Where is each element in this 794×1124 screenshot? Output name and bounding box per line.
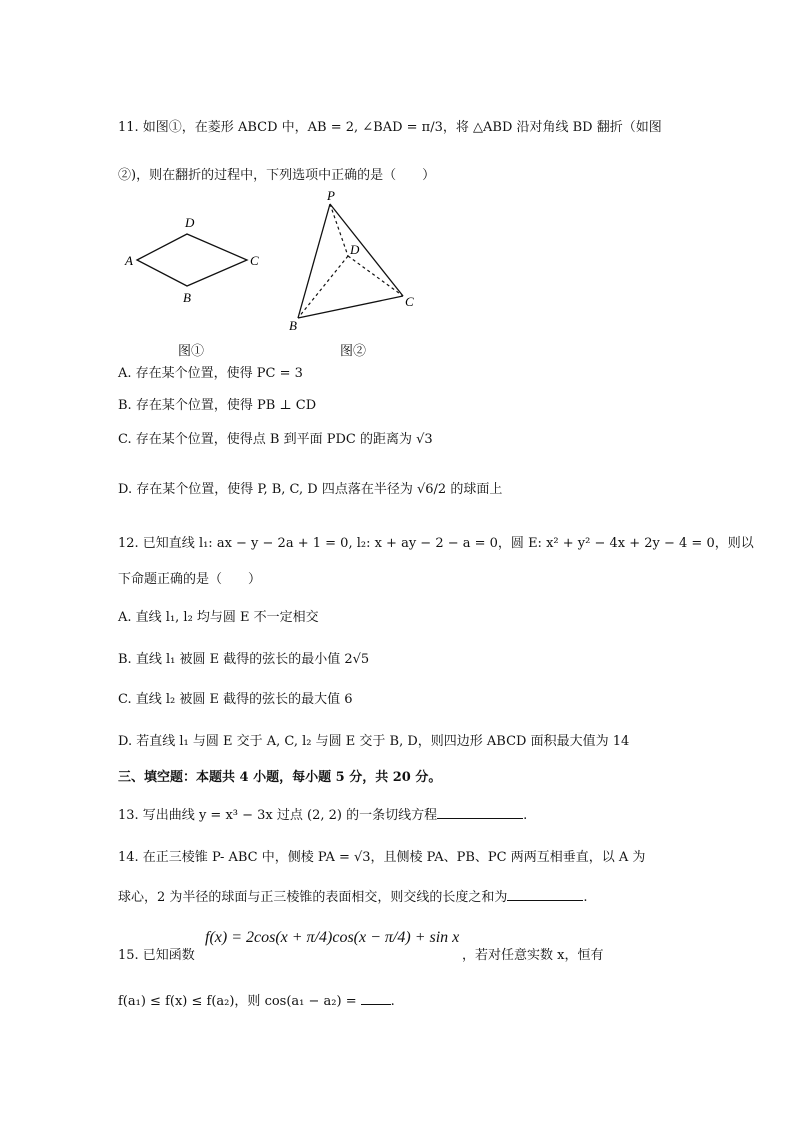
q12-option-a: A. 直线 l₁, l₂ 均与圆 E 不一定相交 (118, 610, 319, 625)
figure-1-rhombus (115, 210, 275, 310)
fig1-label-A: A (125, 253, 133, 268)
q12-stem-line1: 12. 已知直线 l₁: ax − y − 2a + 1 = 0, l₂: x + ay − 2 − a = 0，圆 E: x² + y² − 4x + 2y − 4 = 0，则以 (118, 536, 754, 551)
q12-option-c: C. 直线 l₂ 被圆 E 截得的弦长的最大值 6 (118, 692, 353, 707)
q14-answer-blank[interactable] (507, 886, 583, 901)
fig2-label-P: P (327, 188, 335, 203)
q15-tail: ，若对任意实数 x，恒有 (462, 948, 604, 963)
q11-option-a: A. 存在某个位置，使得 PC = 3 (118, 366, 303, 381)
q12-option-d: D. 若直线 l₁ 与圆 E 交于 A, C, l₂ 与圆 E 交于 B, D，则四边形 ABCD 面积最大值为 14 (118, 734, 630, 749)
q12-option-b: B. 直线 l₁ 被圆 E 截得的弦长的最小值 2√5 (118, 652, 370, 667)
q12-stem-line2: 下命题正确的是（ ） (118, 572, 262, 587)
q11-stem-line2: ②)，则在翻折的过程中，下列选项中正确的是（ ） (118, 168, 436, 183)
fig2-label-D: D (350, 242, 360, 257)
q11-option-b: B. 存在某个位置，使得 PB ⊥ CD (118, 398, 317, 413)
q15-line2: f(a₁) ≤ f(x) ≤ f(a₂)，则 cos(a₁ − a₂) = . (118, 990, 395, 1012)
fig2-label-C: C (405, 294, 414, 309)
q13-answer-blank[interactable] (437, 804, 523, 819)
q14-stem-line1: 14. 在正三棱锥 P- ABC 中，侧棱 PA = √3，且侧棱 PA、PB、PC 两两互相垂直，以 A 为 (118, 850, 646, 865)
q11-option-d: D. 存在某个位置，使得 P, B, C, D 四点落在半径为 √6/2 的球面上 (118, 482, 503, 497)
fig1-label-B: B (183, 290, 191, 305)
figure-2-caption: 图② (340, 344, 367, 359)
q13-text: 13. 写出曲线 y = x³ − 3x 过点 (2, 2) 的一条切线方程 (118, 808, 438, 823)
fig1-label-C: C (250, 253, 259, 268)
q15-formula: f(x) = 2cos(x + π/4)cos(x − π/4) + sin x (205, 929, 460, 946)
fig2-label-B: B (289, 318, 297, 333)
q15-lead: 15. 已知函数 (118, 948, 195, 963)
q11-stem-line1: 11. 如图①，在菱形 ABCD 中，AB = 2, ∠BAD = π/3，将 △ABD 沿对角线 BD 翻折（如图 (118, 120, 662, 135)
q13-line: 13. 写出曲线 y = x³ − 3x 过点 (2, 2) 的一条切线方程 . (118, 804, 527, 826)
section-3-heading: 三、填空题：本题共 4 小题，每小题 5 分，共 20 分。 (118, 770, 442, 785)
figure-2-tetrahedron (280, 188, 430, 338)
q14-stem-line2: 球心，2 为半径的球面与正三棱锥的表面相交，则交线的长度之和为 (118, 890, 508, 905)
q15-condition: f(a₁) ≤ f(x) ≤ f(a₂)，则 cos(a₁ − a₂) = (118, 994, 357, 1009)
fig1-label-D: D (185, 215, 195, 230)
q11-option-c: C. 存在某个位置，使得点 B 到平面 PDC 的距离为 √3 (118, 432, 433, 447)
rhombus-shape (137, 234, 247, 286)
figure-1-caption: 图① (178, 344, 205, 359)
q14-line2: 球心，2 为半径的球面与正三棱锥的表面相交，则交线的长度之和为 . (118, 886, 588, 908)
q15-answer-blank[interactable] (361, 990, 391, 1005)
